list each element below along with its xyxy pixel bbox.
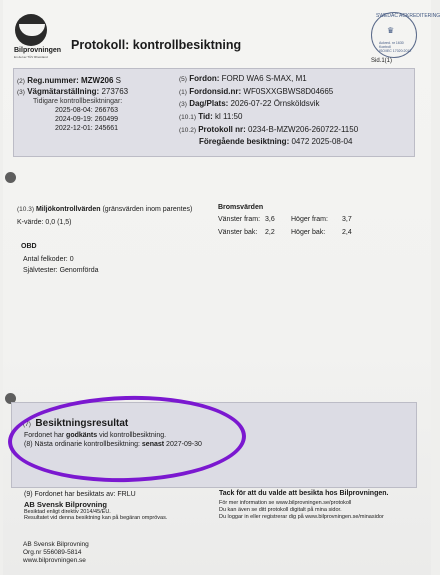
footer-company: AB Svensk Bilprovning bbox=[23, 541, 89, 548]
brake-right-rear-label: Höger bak: bbox=[291, 229, 326, 236]
reg-number-row: (2) Reg.nummer: MZW206 S bbox=[17, 76, 122, 85]
thanks-line-1: För mer information se www.bilprovningen.se/protokoll bbox=[219, 500, 352, 506]
seal-sub1: Ackred. nr 1630 bbox=[379, 41, 404, 45]
brake-right-rear-value: 2,4 bbox=[342, 229, 352, 236]
inspector-note-2: Resultatet vid denna besiktning kan på begäran omprövas. bbox=[24, 515, 168, 521]
inspector-line: (9) Fordonet har besiktats av: FRLU bbox=[24, 491, 136, 498]
previous-inspections-label: Tidigare kontrollbesiktningar: bbox=[33, 98, 123, 105]
brake-left-front-label: Vänster fram: bbox=[218, 216, 261, 223]
obd-fault-codes: Antal felkoder: 0 bbox=[23, 256, 74, 263]
thanks-line-2: Du kan även se ditt protokoll digitalt på mina sidor. bbox=[219, 507, 342, 513]
crown-icon: ♛ bbox=[387, 26, 395, 35]
vin-row: (1) Fordonsid.nr: WF0SXXGBWS8D04665 bbox=[179, 87, 334, 96]
inspector-company: AB Svensk Bilprovning bbox=[24, 500, 107, 509]
brake-left-front-value: 3,6 bbox=[265, 216, 275, 223]
protocol-number-row: (10.2) Protokoll nr: 0234-B-MZW206-260722-1150 bbox=[179, 125, 359, 134]
brake-right-front-value: 3,7 bbox=[342, 216, 352, 223]
time-row: (10.1) Tid: kl 11:50 bbox=[179, 112, 243, 121]
seal-text: SWEDAC ACKREDITERING bbox=[376, 13, 440, 19]
obd-title: OBD bbox=[21, 243, 37, 250]
environment-values-row: (10.3) Miljökontrollvärden (gränsvärden inom parentes) bbox=[17, 206, 193, 213]
date-place-row: (3) Dag/Plats: 2026-07-22 Örnsköldsvik bbox=[179, 99, 320, 108]
seal-sub3: ISO/IEC 17020:2012 bbox=[379, 49, 412, 53]
previous-inspection-1: 2025-08-04: 266763 bbox=[55, 107, 119, 114]
k-value: K-värde: 0,0 (1,5) bbox=[17, 219, 72, 226]
brand-name: Bilprovningen bbox=[14, 47, 62, 54]
odometer-row: (3) Vägmätarställning: 273763 bbox=[17, 87, 129, 96]
thanks-line-3: Du loggar in eller registrerar dig på www.bilprovningen.se/minasidor bbox=[219, 514, 384, 520]
result-title-row: (7) Besiktningsresultat bbox=[23, 418, 129, 429]
next-inspection-line: (8) Nästa ordinarie kontrollbesiktning: senast 2027-09-30 bbox=[24, 441, 202, 448]
brand-subtitle: En del av TÜV Rheinland bbox=[14, 55, 48, 59]
brake-values-title: Bromsvärden bbox=[218, 204, 264, 211]
punch-hole-top bbox=[5, 172, 16, 183]
result-approved-line: Fordonet har godkänts vid kontrollbesiktning. bbox=[24, 432, 167, 439]
page-title: Protokoll: kontrollbesiktning bbox=[71, 38, 242, 52]
brake-right-front-label: Höger fram: bbox=[291, 216, 328, 223]
seal-sub2: Kontroll bbox=[379, 45, 391, 49]
vehicle-model-row: (5) Fordon: FORD WA6 S-MAX, M1 bbox=[179, 74, 307, 83]
previous-inspection-3: 2022-12-01: 245661 bbox=[55, 125, 119, 132]
inspector-note-1: Besiktad enligt direktiv 2014/45/EU. bbox=[24, 509, 111, 515]
previous-inspection-2: 2024-09-19: 260499 bbox=[55, 116, 119, 123]
brake-left-rear-value: 2,2 bbox=[265, 229, 275, 236]
thanks-title: Tack för att du valde att besikta hos Bilprovningen. bbox=[219, 490, 389, 497]
sheet-number: Sid.1(1) bbox=[371, 58, 393, 64]
previous-inspection-row: Föregående besiktning: 0472 2025-08-04 bbox=[199, 137, 353, 146]
brake-left-rear-label: Vänster bak: bbox=[218, 229, 258, 236]
protocol-page bbox=[3, 0, 440, 575]
footer-website: www.bilprovningen.se bbox=[23, 557, 86, 564]
obd-self-tests: Självtester: Genomförda bbox=[23, 267, 99, 274]
footer-org-number: Org.nr 556089-5814 bbox=[23, 549, 82, 556]
